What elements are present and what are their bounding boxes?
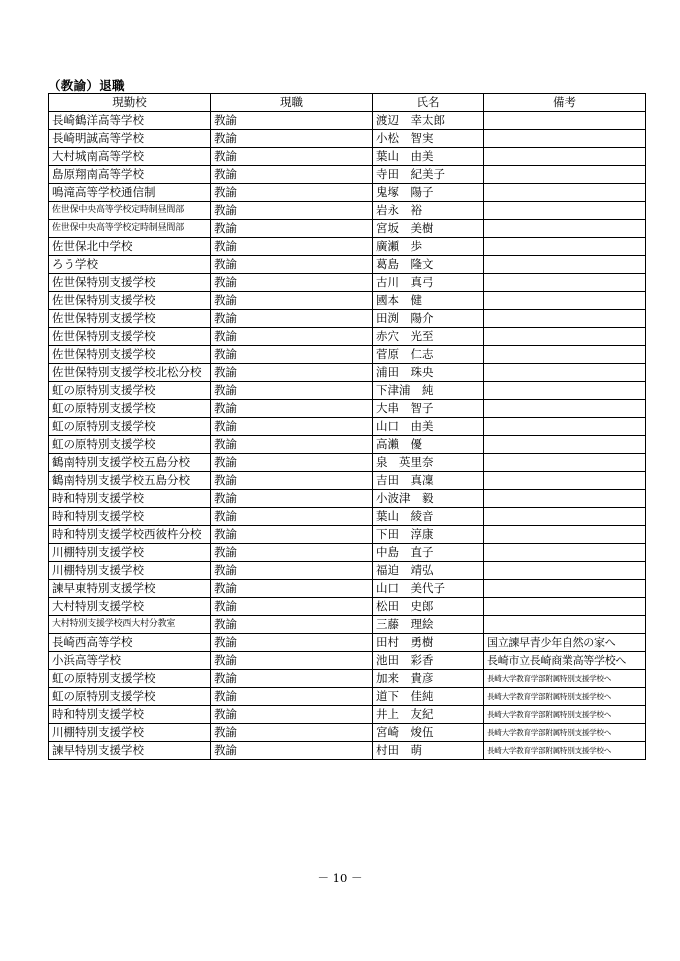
cell-note <box>484 454 646 472</box>
cell-note <box>484 310 646 328</box>
cell-position: 教諭 <box>211 166 373 184</box>
cell-name: 三藤 理絵 <box>373 616 484 634</box>
cell-name: 岩永 裕 <box>373 202 484 220</box>
cell-school: 鶴南特別支援学校五島分校 <box>49 454 211 472</box>
table-row <box>49 616 646 634</box>
table-row <box>49 454 646 472</box>
cell-note <box>484 346 646 364</box>
cell-name: 小松 智実 <box>373 130 484 148</box>
cell-name: 古川 真弓 <box>373 274 484 292</box>
cell-name: 松田 史郎 <box>373 598 484 616</box>
table-body <box>49 112 646 760</box>
cell-school: 佐世保中央高等学校定時制昼間部 <box>49 202 211 220</box>
cell-school: 時和特別支援学校西彼杵分校 <box>49 526 211 544</box>
cell-position: 教諭 <box>211 274 373 292</box>
table-row <box>49 238 646 256</box>
cell-note <box>484 292 646 310</box>
cell-note <box>484 184 646 202</box>
cell-school: 虹の原特別支援学校 <box>49 418 211 436</box>
table-row <box>49 472 646 490</box>
cell-note <box>484 256 646 274</box>
table-row <box>49 634 646 652</box>
table-row <box>49 148 646 166</box>
cell-school: 虹の原特別支援学校 <box>49 688 211 706</box>
table-row <box>49 508 646 526</box>
cell-note <box>484 166 646 184</box>
table-row <box>49 130 646 148</box>
cell-position: 教諭 <box>211 580 373 598</box>
cell-note <box>484 562 646 580</box>
cell-school: 虹の原特別支援学校 <box>49 400 211 418</box>
cell-position: 教諭 <box>211 310 373 328</box>
cell-school: 川棚特別支援学校 <box>49 724 211 742</box>
table-row <box>49 724 646 742</box>
table-row <box>49 688 646 706</box>
column-header-position: 現職 <box>211 94 373 112</box>
cell-name: 鬼塚 陽子 <box>373 184 484 202</box>
table-row <box>49 526 646 544</box>
column-header-name: 氏名 <box>373 94 484 112</box>
table-row <box>49 184 646 202</box>
table-row <box>49 436 646 454</box>
cell-position: 教諭 <box>211 130 373 148</box>
cell-note <box>484 598 646 616</box>
cell-note: 長崎大学教育学部附属特別支援学校へ <box>484 706 646 724</box>
cell-position: 教諭 <box>211 562 373 580</box>
cell-position: 教諭 <box>211 544 373 562</box>
cell-position: 教諭 <box>211 706 373 724</box>
cell-note: 長崎大学教育学部附属特別支援学校へ <box>484 742 646 760</box>
cell-name: 廣瀬 歩 <box>373 238 484 256</box>
cell-note <box>484 112 646 130</box>
cell-school: 鳴滝高等学校通信制 <box>49 184 211 202</box>
cell-school: ろう学校 <box>49 256 211 274</box>
cell-note: 長崎大学教育学部附属特別支援学校へ <box>484 670 646 688</box>
column-header-note: 備考 <box>484 94 646 112</box>
cell-position: 教諭 <box>211 400 373 418</box>
cell-name: 渡辺 幸太郎 <box>373 112 484 130</box>
cell-school: 大村特別支援学校 <box>49 598 211 616</box>
cell-position: 教諭 <box>211 616 373 634</box>
cell-name: 福迫 靖弘 <box>373 562 484 580</box>
cell-name: 加来 貴彦 <box>373 670 484 688</box>
cell-position: 教諭 <box>211 418 373 436</box>
cell-position: 教諭 <box>211 634 373 652</box>
cell-school: 佐世保特別支援学校 <box>49 328 211 346</box>
cell-school: 虹の原特別支援学校 <box>49 436 211 454</box>
table-row <box>49 580 646 598</box>
table-row <box>49 328 646 346</box>
cell-school: 小浜高等学校 <box>49 652 211 670</box>
table-row <box>49 544 646 562</box>
cell-note <box>484 418 646 436</box>
cell-name: 浦田 珠央 <box>373 364 484 382</box>
cell-school: 諫早東特別支援学校 <box>49 580 211 598</box>
cell-position: 教諭 <box>211 238 373 256</box>
cell-name: 村田 萌 <box>373 742 484 760</box>
cell-school: 川棚特別支援学校 <box>49 562 211 580</box>
table-row <box>49 652 646 670</box>
table-row <box>49 598 646 616</box>
cell-note <box>484 580 646 598</box>
table-row <box>49 274 646 292</box>
table-row <box>49 292 646 310</box>
cell-school: 佐世保特別支援学校 <box>49 292 211 310</box>
cell-note: 長崎大学教育学部附属特別支援学校へ <box>484 688 646 706</box>
cell-school: 鶴南特別支援学校五島分校 <box>49 472 211 490</box>
cell-school: 大村城南高等学校 <box>49 148 211 166</box>
cell-note <box>484 490 646 508</box>
cell-position: 教諭 <box>211 652 373 670</box>
cell-position: 教諭 <box>211 382 373 400</box>
cell-name: 寺田 紀美子 <box>373 166 484 184</box>
table-header-row <box>49 94 646 112</box>
cell-note <box>484 364 646 382</box>
cell-name: 菅原 仁志 <box>373 346 484 364</box>
table-row <box>49 382 646 400</box>
table-row <box>49 400 646 418</box>
cell-name: 中島 直子 <box>373 544 484 562</box>
cell-school: 長崎鶴洋高等学校 <box>49 112 211 130</box>
cell-school: 佐世保北中学校 <box>49 238 211 256</box>
cell-position: 教諭 <box>211 742 373 760</box>
cell-school: 虹の原特別支援学校 <box>49 670 211 688</box>
cell-note <box>484 526 646 544</box>
cell-school: 長崎明誠高等学校 <box>49 130 211 148</box>
cell-position: 教諭 <box>211 490 373 508</box>
cell-note <box>484 148 646 166</box>
cell-name: 道下 佳純 <box>373 688 484 706</box>
cell-school: 虹の原特別支援学校 <box>49 382 211 400</box>
cell-position: 教諭 <box>211 202 373 220</box>
cell-school: 時和特別支援学校 <box>49 490 211 508</box>
cell-name: 池田 彩香 <box>373 652 484 670</box>
table-row <box>49 364 646 382</box>
cell-note: 国立諫早青少年自然の家へ <box>484 634 646 652</box>
cell-position: 教諭 <box>211 598 373 616</box>
cell-position: 教諭 <box>211 508 373 526</box>
cell-name: 下津浦 純 <box>373 382 484 400</box>
cell-position: 教諭 <box>211 184 373 202</box>
cell-name: 高瀨 優 <box>373 436 484 454</box>
cell-name: 泉 英里奈 <box>373 454 484 472</box>
cell-name: 小波津 毅 <box>373 490 484 508</box>
section-heading: （教諭）退職 <box>48 78 125 93</box>
table-row <box>49 112 646 130</box>
cell-note <box>484 238 646 256</box>
table-row <box>49 220 646 238</box>
cell-position: 教諭 <box>211 112 373 130</box>
cell-name: 田村 勇樹 <box>373 634 484 652</box>
cell-name: 田渕 陽介 <box>373 310 484 328</box>
cell-position: 教諭 <box>211 526 373 544</box>
cell-note <box>484 616 646 634</box>
cell-name: 葉山 由美 <box>373 148 484 166</box>
cell-school: 佐世保特別支援学校 <box>49 310 211 328</box>
cell-position: 教諭 <box>211 454 373 472</box>
table-row <box>49 346 646 364</box>
cell-note <box>484 130 646 148</box>
table-row <box>49 166 646 184</box>
cell-name: 葛島 隆文 <box>373 256 484 274</box>
retirement-table <box>48 93 646 760</box>
table-row <box>49 706 646 724</box>
cell-note: 長崎市立長崎商業高等学校へ <box>484 652 646 670</box>
cell-note <box>484 202 646 220</box>
table-row <box>49 490 646 508</box>
table-row <box>49 670 646 688</box>
cell-position: 教諭 <box>211 688 373 706</box>
cell-school: 佐世保中央高等学校定時制昼間部 <box>49 220 211 238</box>
cell-position: 教諭 <box>211 220 373 238</box>
cell-school: 島原翔南高等学校 <box>49 166 211 184</box>
cell-name: 井上 友紀 <box>373 706 484 724</box>
cell-school: 長崎西高等学校 <box>49 634 211 652</box>
cell-position: 教諭 <box>211 472 373 490</box>
cell-school: 大村特別支援学校西大村分教室 <box>49 616 211 634</box>
cell-note <box>484 220 646 238</box>
cell-position: 教諭 <box>211 346 373 364</box>
cell-school: 時和特別支援学校 <box>49 508 211 526</box>
cell-position: 教諭 <box>211 724 373 742</box>
cell-note <box>484 436 646 454</box>
cell-school: 佐世保特別支援学校 <box>49 274 211 292</box>
cell-school: 佐世保特別支援学校北松分校 <box>49 364 211 382</box>
table-row <box>49 202 646 220</box>
cell-name: 赤穴 光至 <box>373 328 484 346</box>
cell-name: 宮崎 焌伍 <box>373 724 484 742</box>
cell-note <box>484 472 646 490</box>
table-row <box>49 256 646 274</box>
cell-note <box>484 274 646 292</box>
table-row <box>49 742 646 760</box>
table-row <box>49 310 646 328</box>
cell-name: 山口 由美 <box>373 418 484 436</box>
cell-note <box>484 544 646 562</box>
cell-position: 教諭 <box>211 256 373 274</box>
cell-name: 宮坂 美樹 <box>373 220 484 238</box>
cell-note <box>484 328 646 346</box>
cell-position: 教諭 <box>211 292 373 310</box>
cell-note: 長崎大学教育学部附属特別支援学校へ <box>484 724 646 742</box>
column-header-school: 現勤校 <box>49 94 211 112</box>
cell-position: 教諭 <box>211 328 373 346</box>
table-row <box>49 562 646 580</box>
page-number: － 10 － <box>317 871 363 885</box>
cell-name: 山口 美代子 <box>373 580 484 598</box>
cell-position: 教諭 <box>211 670 373 688</box>
cell-school: 時和特別支援学校 <box>49 706 211 724</box>
cell-name: 下田 淳康 <box>373 526 484 544</box>
cell-note <box>484 400 646 418</box>
cell-name: 葉山 綾音 <box>373 508 484 526</box>
cell-note <box>484 508 646 526</box>
cell-school: 川棚特別支援学校 <box>49 544 211 562</box>
cell-position: 教諭 <box>211 148 373 166</box>
cell-position: 教諭 <box>211 364 373 382</box>
cell-position: 教諭 <box>211 436 373 454</box>
table-row <box>49 418 646 436</box>
cell-note <box>484 382 646 400</box>
cell-name: 大串 智子 <box>373 400 484 418</box>
cell-school: 佐世保特別支援学校 <box>49 346 211 364</box>
cell-name: 吉田 真凜 <box>373 472 484 490</box>
cell-name: 國本 健 <box>373 292 484 310</box>
cell-school: 諫早特別支援学校 <box>49 742 211 760</box>
